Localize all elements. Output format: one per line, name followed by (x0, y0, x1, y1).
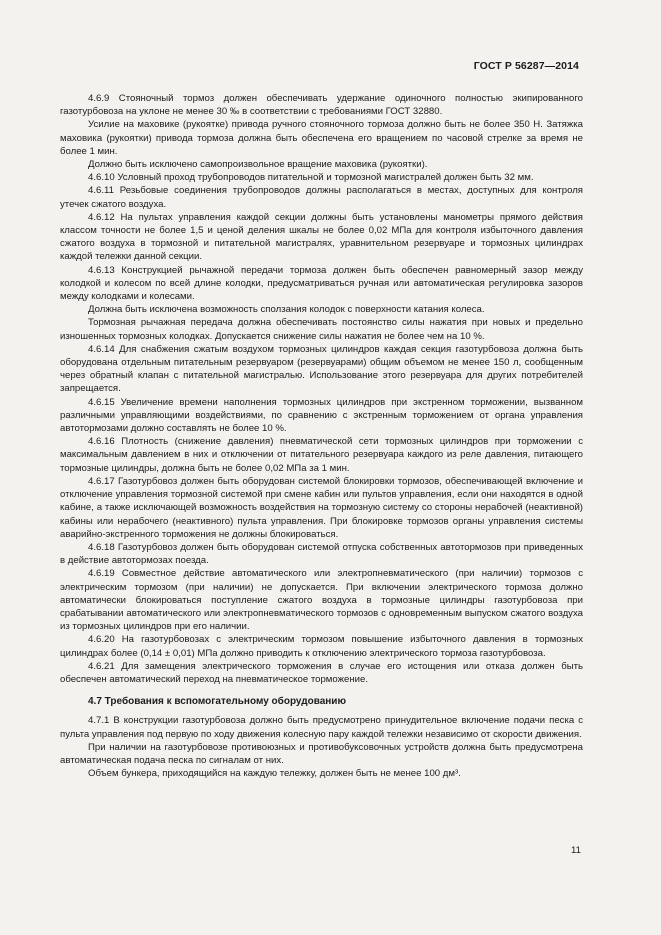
paragraph-4-6-15: 4.6.15 Увеличение времени наполнения тормозных цилиндров при экстренном торможении, вызванном различными управляющими воздействиями, по сравнению с экстренным торможением от органа управления автотормозами должно составлять не более 10 %. (60, 396, 583, 435)
paragraph-handwheel-rotation: Должно быть исключено самопроизвольное вращение маховика (рукоятки). (88, 159, 428, 171)
paragraph-4-6-12: 4.6.12 На пультах управления каждой секции должны быть установлены манометры прямого действия классом точности не более 1,5 и ценой деления шкалы не более 0,02 МПа для контроля избыточного давления сжатого воздуха в тормозной и питательной магистралях, уравнительном резервуаре и тормозных цилиндрах каждой тележки данной секции. (60, 211, 583, 263)
paragraph-4-6-11: 4.6.11 Резьбовые соединения трубопроводов должны располагаться в местах, доступных для контроля утечек сжатого воздуха. (60, 185, 583, 210)
paragraph-4-6-18: 4.6.18 Газотурбовоз должен быть оборудован системой отпуска собственных автотормозов при приведенных в действие автотормозах поезда. (60, 541, 583, 567)
paragraph-4-6-13: 4.6.13 Конструкцией рычажной передачи тормоза должен быть обеспечен равномерный зазор между колодкой и колесом по всей длине колодки, предусматриваться ручная или автоматическая регулировка зазоров между колодками и колесами. (60, 264, 583, 303)
paragraph-4-6-16: 4.6.16 Плотность (снижение давления) пневматической сети тормозных цилиндров при торможении с максимальным давлением в них и отключении от питательного резервуара каждого из реле давления, питающего тормозные цилиндры, должна быть не более 0,02 МПа за 1 мин. (60, 436, 583, 474)
paragraph-4-6-21: 4.6.21 Для замещения электрического торможения в случае его истощения или отказа должен быть обеспечен автоматический переход на пневматическое торможение. (60, 660, 583, 685)
paragraph-4-6-9: 4.6.9 Стояночный тормоз должен обеспечивать удержание одиночного полностью экипированного газотурбовоза на уклоне не менее 30 ‰ в соответствии с требованиями ГОСТ 32880. (60, 93, 583, 118)
paragraph-handwheel-force: Усилие на маховике (рукоятке) привода ручного стояночного тормоза должно быть не более 350 Н. Затяжка маховика (рукоятки) привода тормоза должна быть обеспечена его вращением по часовой стрелке за время не более 1 мин. (60, 119, 583, 157)
section-title-4-7: 4.7 Требования к вспомогательному оборудованию (88, 696, 346, 708)
paragraph-4-6-19: 4.6.19 Совместное действие автоматического или электропневматического (при наличии) тормозов с электрическим тормозом (при наличии) не допускается. При включении электрического тормоза должно автоматически блокироваться поступление сжатого воздуха в тормозные цилиндры газотурбовоза при срабатывании автоматического или электропневматического тормозов с одновременным выпуском сжатого воздуха из тормозных цилиндров при его наличии. (60, 568, 583, 633)
paragraph-shoe-slip: Должна быть исключена возможность сползания колодок с поверхности катания колеса. (88, 304, 485, 316)
paragraph-4-6-10: 4.6.10 Условный проход трубопроводов питательной и тормозной магистралей должен быть 32 мм. (88, 172, 534, 184)
paragraph-4-7-1: 4.7.1 В конструкции газотурбовоза должно быть предусмотрено принудительное включение подачи песка с пульта управления под первую по ходу движения колесную пару каждой тележки независимо от скорости движения. (60, 715, 583, 740)
paragraph-4-6-14: 4.6.14 Для снабжения сжатым воздухом тормозных цилиндров каждая секция газотурбовоза должна быть оборудована отдельным питательным резервуаром (резервуарами) общим объемом не менее 150 л, сообщенным через обратный клапан с питательной магистралью. Использование этого резервуара для других потребителей запрещается. (60, 343, 583, 395)
page-number: 11 (571, 845, 581, 856)
paragraph-lever-transmission: Тормозная рычажная передача должна обеспечивать постоянство силы нажатия при новых и предельно изношенных тормозных колодках. Допускается снижение силы нажатия не более чем на 10 %. (60, 317, 583, 342)
document-body (60, 92, 583, 780)
paragraph-bunker-volume: Объем бункера, приходящийся на каждую тележку, должен быть не менее 100 дм³. (88, 768, 461, 780)
paragraph-4-6-20: 4.6.20 На газотурбовозах с электрическим тормозом повышение избыточного давления в тормозных цилиндрах более (0,14 ± 0,01) МПа должно приводить к отключению электрического тормоза газотурбовоза. (60, 634, 583, 659)
standard-header: ГОСТ Р 56287—2014 (473, 60, 579, 72)
paragraph-4-6-17: 4.6.17 Газотурбовоз должен быть оборудован системой блокировки тормозов, обеспечивающей включение и отключение управления тормозной системой при смене кабин или пультов управления, если они находятся в одной кабине, а также исключающей возможность воздействия на тормозную систему со стороны нерабочей (неактивной) кабины или нерабочего (неактивного) пульта управления. При блокировке тормозов органы управления системы аварийно-экстренного торможения не должны блокироваться. (60, 475, 583, 540)
paragraph-sand-auto: При наличии на газотурбовозе противоюзных и противобуксовочных устройств должна быть предусмотрена автоматическая подача песка по сигналам от них. (60, 741, 583, 766)
